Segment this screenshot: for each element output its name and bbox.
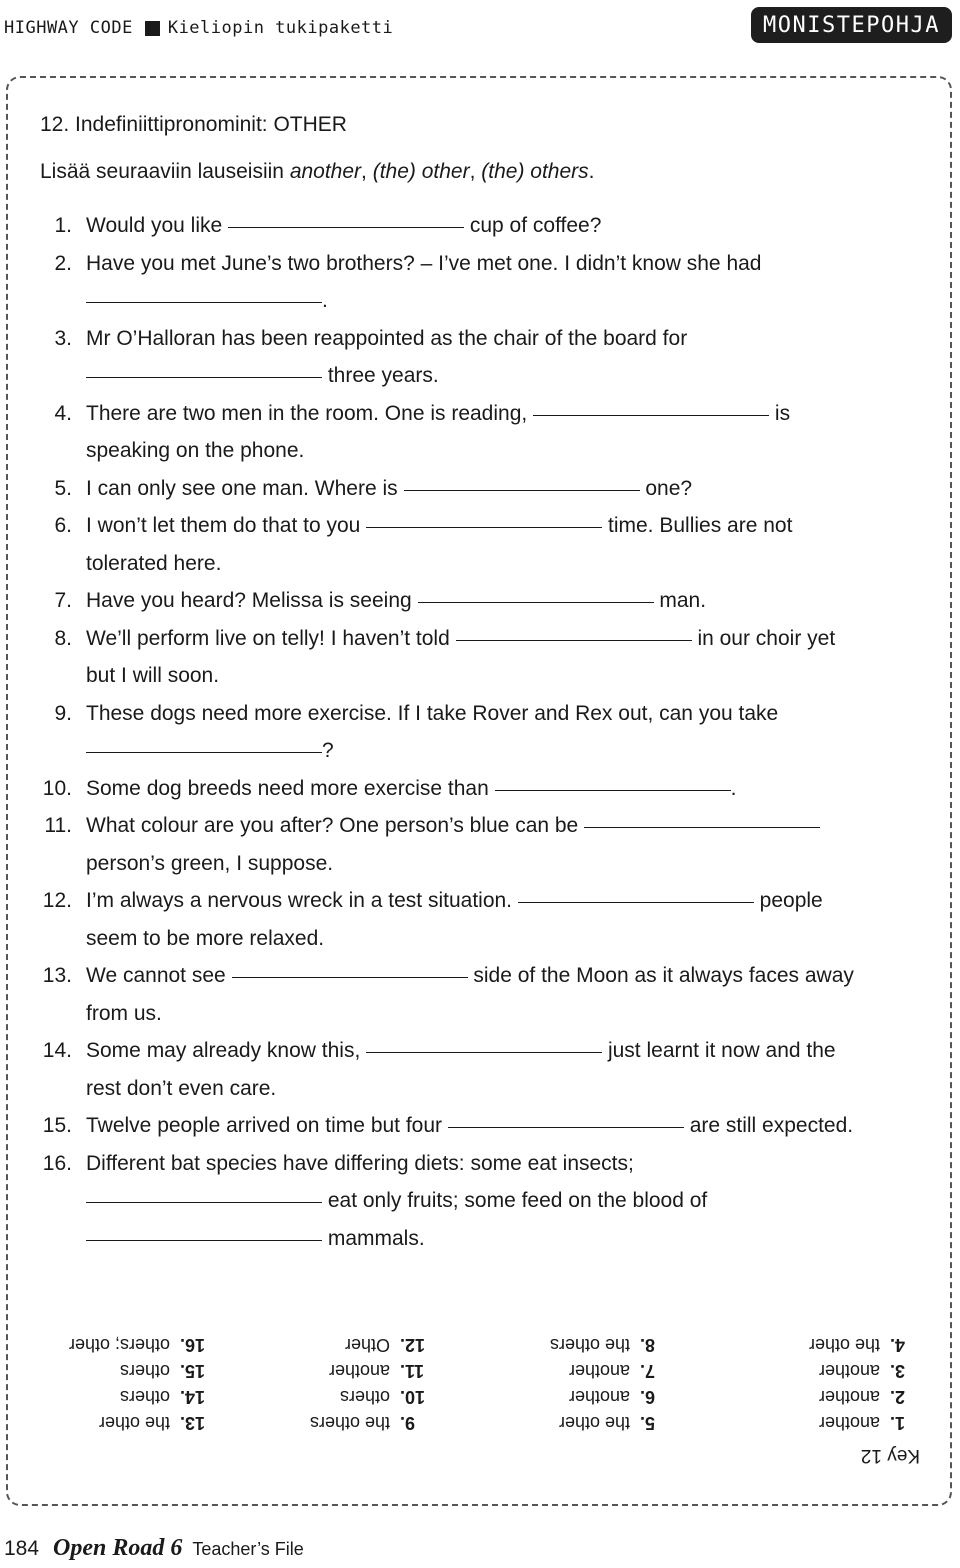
exercise-list (40, 207, 910, 1257)
exercise-row (40, 432, 910, 470)
square-bullet-icon (145, 21, 160, 36)
answer-blank[interactable] (418, 602, 654, 603)
text-segment: rest don’t even care. (86, 1076, 277, 1100)
key-answer: Other (344, 1335, 390, 1355)
key-answer: others (119, 1361, 170, 1381)
text-segment: Have you heard? Melissa is seeing (86, 589, 418, 612)
exercise-row (40, 245, 910, 283)
item-number: 6. (54, 514, 72, 537)
exercise-row (40, 920, 910, 958)
key-item (69, 1384, 210, 1410)
text-segment: What colour are you after? One person’s blue can be (86, 814, 585, 837)
item-text (86, 207, 601, 245)
key-answer: the other (98, 1413, 170, 1433)
key-item (550, 1384, 670, 1410)
item-number: 4. (54, 401, 72, 425)
exercise-row (40, 395, 910, 433)
text-segment: . (322, 289, 328, 312)
text-segment: Some dog breeds need more exercise than (86, 776, 495, 800)
text-segment: . (730, 776, 737, 800)
text-segment: We’ll perform live on telly! I haven’t told (86, 626, 456, 650)
item-number: 13. (42, 964, 72, 987)
text-segment: We cannot see (86, 964, 232, 987)
item-text (86, 1220, 425, 1258)
item-text (86, 582, 706, 620)
answer-blank[interactable] (366, 527, 602, 528)
item-text (86, 845, 333, 883)
answer-blank[interactable] (495, 790, 731, 791)
key-answer: the others (549, 1335, 630, 1355)
exercise-row (40, 807, 910, 845)
key-item (69, 1410, 210, 1436)
answer-blank[interactable] (228, 227, 464, 228)
key-item (809, 1384, 920, 1410)
item-text (86, 395, 790, 433)
key-answer: another (818, 1413, 880, 1433)
key-number: 11. (400, 1361, 425, 1381)
page-number: 184 (4, 1537, 40, 1560)
answer-blank[interactable] (366, 1052, 602, 1053)
text-segment: Some may already know this, (86, 1039, 367, 1062)
key-number: 8. (640, 1335, 656, 1355)
text-segment: eat only fruits; some feed on the blood of (322, 1189, 708, 1212)
text-segment: person’s green, I suppose. (86, 851, 334, 875)
exercise-row (40, 1070, 910, 1108)
key-answer: the others (309, 1413, 390, 1433)
answer-blank[interactable] (86, 377, 322, 378)
footer-label: Teacher’s File (192, 1539, 304, 1559)
key-item (69, 1332, 210, 1358)
text-segment: I can only see one man. Where is (86, 476, 404, 500)
exercise-row (40, 357, 910, 395)
exercise-row (40, 882, 910, 920)
key-item (550, 1332, 670, 1358)
item-number: 15. (42, 1114, 72, 1137)
key-number: 10. (400, 1387, 426, 1407)
answer-blank[interactable] (533, 415, 769, 416)
item-text (86, 1032, 836, 1070)
key-item (809, 1410, 920, 1436)
text-segment: three years. (322, 364, 439, 387)
key-item (550, 1410, 670, 1436)
item-text (86, 357, 439, 395)
exercise-row (40, 507, 910, 545)
item-text (86, 282, 328, 320)
exercise-row (40, 957, 910, 995)
item-text (86, 545, 221, 583)
exercise-row (40, 207, 910, 245)
key-answer: another (328, 1361, 390, 1381)
text-segment: are still expected. (683, 1114, 854, 1137)
item-text (86, 732, 334, 770)
key-item (809, 1332, 920, 1358)
text-segment: in our choir yet (691, 626, 836, 650)
key-answer: the other (558, 1413, 630, 1433)
exercise-row (40, 732, 910, 770)
key-answer: another (818, 1361, 880, 1381)
key-answer: others; other (68, 1335, 170, 1355)
key-answer: another (568, 1387, 630, 1407)
item-text (86, 995, 162, 1033)
exercise-row (40, 1032, 910, 1070)
key-item (310, 1384, 430, 1410)
item-number: 9. (54, 701, 72, 725)
item-text (86, 657, 219, 695)
item-number: 3. (54, 326, 72, 350)
answer-blank[interactable] (584, 827, 820, 828)
key-title: Key 12 (860, 1445, 920, 1466)
text-segment: is (769, 401, 791, 425)
key-item (69, 1358, 210, 1384)
item-number: 7. (54, 589, 72, 612)
key-column (310, 1332, 430, 1436)
running-header (4, 18, 393, 38)
text-segment: ? (322, 739, 334, 762)
item-text (86, 695, 778, 733)
key-item (809, 1358, 920, 1384)
text-segment: mammals. (322, 1226, 425, 1250)
exercise-row (40, 770, 910, 808)
exercise-instruction: Lisää seuraaviin lauseisiin another, (the) other, (the) others. (40, 160, 595, 183)
key-column (809, 1332, 920, 1436)
answer-blank[interactable] (518, 902, 754, 903)
answer-key (70, 1306, 920, 1466)
key-number: 1. (890, 1413, 906, 1433)
item-number: 14. (42, 1039, 72, 1062)
answer-blank[interactable] (456, 640, 692, 641)
text-segment: I won’t let them do that to you (86, 514, 367, 537)
key-column (69, 1332, 210, 1436)
answer-blank[interactable] (232, 977, 468, 978)
text-segment: Have you met June’s two brothers? – I’ve met one. I didn’t know she had (86, 251, 762, 275)
exercise-row (40, 845, 910, 883)
key-answer: others (339, 1387, 390, 1407)
item-text (86, 957, 854, 995)
item-text (86, 245, 762, 283)
item-text (86, 807, 820, 845)
key-number: 3. (890, 1361, 906, 1381)
text-segment: tolerated here. (86, 551, 222, 575)
exercise-row (40, 995, 910, 1033)
exercise-title: 12. Indefiniittipronominit: OTHER (40, 113, 347, 136)
item-text (86, 1070, 276, 1108)
text-segment: from us. (86, 1001, 162, 1025)
text-segment: speaking on the phone. (86, 439, 305, 462)
text-segment: Different bat species have differing diets: some eat insects; (86, 1151, 634, 1175)
item-text (86, 882, 823, 920)
answer-blank[interactable] (86, 752, 322, 753)
exercise-row (40, 695, 910, 733)
exercise-row (40, 1145, 910, 1183)
item-text (86, 920, 324, 958)
exercise-row (40, 470, 910, 508)
key-number: 15. (180, 1361, 206, 1381)
text-segment: side of the Moon as it always faces away (467, 964, 854, 987)
key-answer: another (818, 1387, 880, 1407)
open-road-logo: Open Road 6 (53, 1535, 183, 1561)
text-segment: These dogs need more exercise. If I take Rover and Rex out, can you take (86, 701, 779, 725)
item-text (86, 432, 304, 470)
worksheet-badge: MONISTEPOHJA (751, 7, 952, 43)
key-number: 9. (400, 1413, 416, 1433)
item-text (86, 770, 736, 808)
exercise-row (40, 320, 910, 358)
text-segment: seem to be more relaxed. (86, 926, 325, 950)
item-number: 2. (54, 251, 72, 275)
key-number: 7. (640, 1361, 656, 1381)
item-number: 11. (44, 814, 72, 837)
item-number: 12. (42, 889, 72, 912)
exercise-row (40, 620, 910, 658)
exercise-row (40, 1182, 910, 1220)
item-number: 5. (54, 476, 72, 500)
answer-blank[interactable] (404, 490, 640, 491)
header-subtitle: Kieliopin tukipaketti (167, 18, 394, 38)
answer-blank[interactable] (448, 1127, 684, 1128)
series-name: HIGHWAY CODE (4, 18, 133, 38)
text-segment: Twelve people arrived on time but four (86, 1114, 448, 1137)
item-text (86, 320, 687, 358)
key-number: 13. (180, 1413, 206, 1433)
text-segment: time. Bullies are not (602, 514, 793, 537)
item-text (86, 620, 835, 658)
key-answer: others (119, 1387, 170, 1407)
item-text (86, 1145, 634, 1183)
answer-blank[interactable] (86, 302, 322, 303)
item-number: 1. (54, 214, 72, 237)
exercise-row (40, 545, 910, 583)
text-segment: just learnt it now and the (602, 1039, 836, 1062)
item-number: 10. (42, 776, 72, 800)
exercise-row (40, 282, 910, 320)
key-item (310, 1358, 430, 1384)
text-segment: There are two men in the room. One is reading, (86, 401, 534, 425)
key-column (550, 1332, 670, 1436)
key-number: 12. (400, 1335, 426, 1355)
key-number: 4. (890, 1335, 906, 1355)
item-text (86, 1107, 853, 1145)
key-number: 5. (640, 1413, 656, 1433)
text-segment: man. (653, 589, 707, 612)
exercise-row (40, 657, 910, 695)
exercise-row (40, 1107, 910, 1145)
key-number: 6. (640, 1387, 656, 1407)
answer-blank[interactable] (86, 1240, 322, 1241)
item-text (86, 507, 792, 545)
key-item (550, 1358, 670, 1384)
text-segment: people (753, 889, 823, 912)
item-text (86, 1182, 707, 1220)
key-number: 16. (180, 1335, 206, 1355)
text-segment: I’m always a nervous wreck in a test situation. (86, 889, 518, 912)
key-item (310, 1332, 430, 1358)
key-item (310, 1410, 430, 1436)
answer-blank[interactable] (86, 1202, 322, 1203)
text-segment: one? (639, 476, 693, 500)
key-answer: another (568, 1361, 630, 1381)
key-number: 14. (180, 1387, 206, 1407)
item-number: 8. (54, 626, 72, 650)
text-segment: but I will soon. (86, 664, 220, 687)
key-number: 2. (890, 1387, 906, 1407)
page-footer (4, 1535, 304, 1562)
key-answer: the other (808, 1335, 880, 1355)
item-text (86, 470, 692, 508)
text-segment: Mr O’Halloran has been reappointed as the chair of the board for (86, 326, 688, 350)
text-segment: Would you like (86, 214, 229, 237)
item-number: 16. (42, 1151, 72, 1175)
exercise-row (40, 582, 910, 620)
text-segment: cup of coffee? (464, 214, 602, 237)
exercise-row (40, 1220, 910, 1258)
